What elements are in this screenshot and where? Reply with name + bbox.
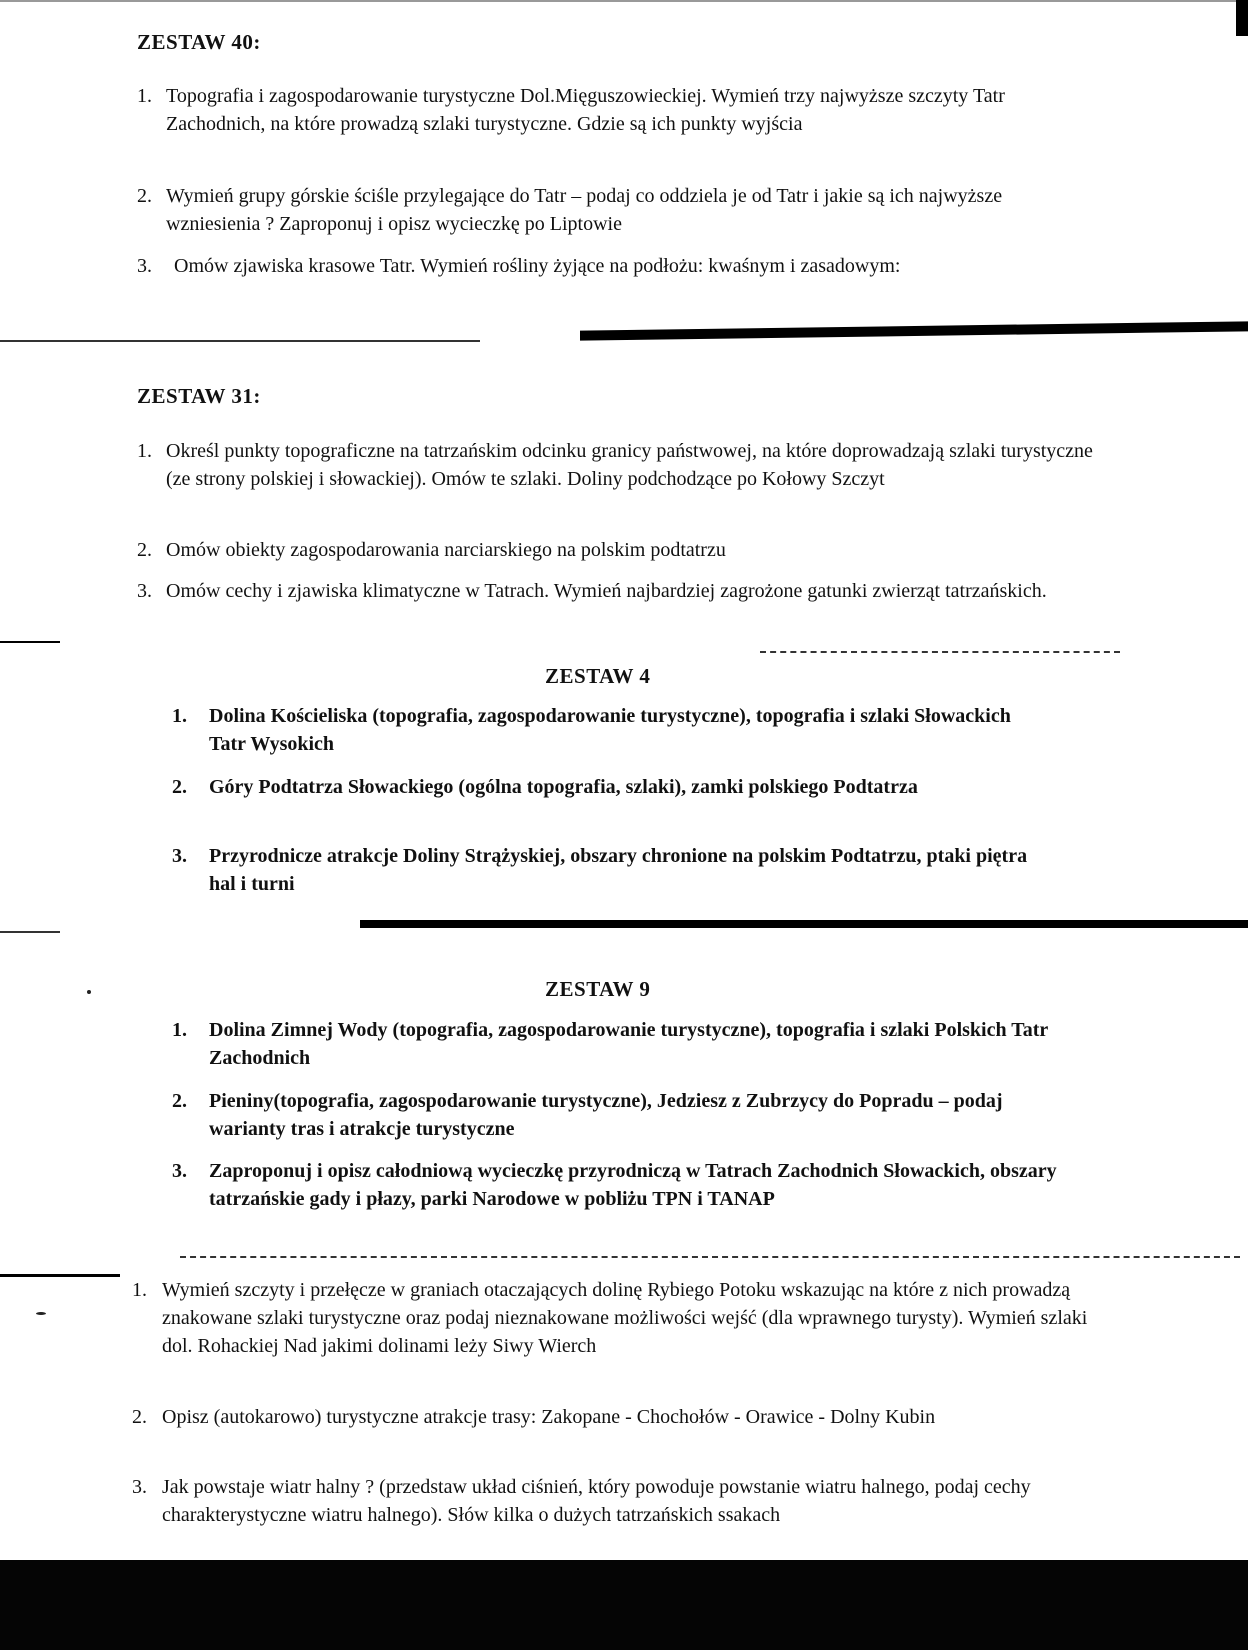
question-number: 3. (172, 845, 187, 867)
question-item (172, 773, 1042, 801)
section-heading: ZESTAW 31: (137, 384, 261, 408)
question-number: 1. (172, 1019, 187, 1041)
question-item (137, 577, 1097, 605)
section-heading: ZESTAW 4 (545, 664, 651, 688)
question-number: 1. (137, 440, 152, 462)
question-item (132, 1403, 1092, 1431)
question-text: Góry Podtatrza Słowackiego (ogólna topografia, szlaki), zamki polskiego Podtatrza (209, 776, 918, 798)
question-number: 3. (137, 580, 152, 602)
question-text: Dolina Zimnej Wody (topografia, zagospodarowanie turystyczne), topografia i szlaki Polskich Tatr Zachodnich (209, 1019, 1048, 1069)
question-item (137, 182, 1097, 238)
question-text: Omów obiekty zagospodarowania narciarskiego na polskim podtatrzu (166, 539, 726, 561)
scan-dash-2 (760, 651, 1120, 653)
question-number: 1. (132, 1279, 147, 1301)
section-heading: ZESTAW 9 (545, 977, 651, 1001)
question-number: 3. (132, 1476, 147, 1498)
question-number: 2. (132, 1406, 147, 1428)
question-number: 3. (172, 1160, 187, 1182)
question-item (172, 1016, 1072, 1072)
scan-edge-top (0, 0, 1248, 2)
question-item (172, 702, 1042, 758)
question-item (137, 437, 1097, 493)
question-number: 3. (137, 255, 152, 277)
question-text: Jak powstaje wiatr halny ? (przedstaw układ ciśnień, który powoduje powstanie wiatru halnego, podaj cechy charakterystyczne wiatru halnego). Słów kilka o dużych tatrzańskich ssakach (162, 1476, 1031, 1526)
question-item (172, 1087, 1072, 1143)
scan-cut-line-4 (0, 1274, 120, 1277)
scan-speck (87, 990, 91, 994)
question-text: Dolina Kościeliska (topografia, zagospodarowanie turystyczne), topografia i szlaki Słowackich Tatr Wysokich (209, 705, 1011, 755)
question-item (172, 1157, 1072, 1213)
question-text: Topografia i zagospodarowanie turystyczne Dol.Mięguszowieckiej. Wymień trzy najwyższe szczyty Tatr Zachodnich, na które prowadzą szlaki turystyczne. Gdzie są ich punkty wyjścia (166, 85, 1005, 135)
question-text: Przyrodnicze atrakcje Doliny Strążyskiej, obszary chronione na polskim Podtatrzu, ptaki piętra hal i turni (209, 845, 1028, 895)
question-item (137, 82, 1097, 138)
question-text: Pieniny(topografia, zagospodarowanie turystyczne), Jedziesz z Zubrzycy do Popradu – podaj warianty tras i atrakcje turystyczne (209, 1090, 1003, 1140)
question-item (137, 536, 1097, 564)
question-item (172, 842, 1042, 898)
scan-edge-right (1236, 0, 1248, 36)
question-text: Omów cechy i zjawiska klimatyczne w Tatrach. Wymień najbardziej zagrożone gatunki zwierząt tatrzańskich. (166, 580, 1047, 602)
question-item (132, 1276, 1092, 1360)
question-item (132, 1473, 1092, 1529)
question-text: Omów zjawiska krasowe Tatr. Wymień rośliny żyjące na podłożu: kwaśnym i zasadowym: (174, 255, 901, 277)
question-text: Zaproponuj i opisz całodniową wycieczkę przyrodniczą w Tatrach Zachodnich Słowackich, obszary tatrzańskie gady i płazy, parki Narodowe w pobliżu TPN i TANAP (209, 1160, 1057, 1210)
question-text: Określ punkty topograficzne na tatrzańskim odcinku granicy państwowej, na które doprowadzają szlaki turystyczne (ze strony polskiej i słowackiej). Omów te szlaki. Doliny podchodzące po Kołowy Szczyt (166, 440, 1093, 490)
scan-cut-line-1 (580, 321, 1248, 340)
question-item (137, 252, 977, 280)
scan-dash-4 (180, 1256, 1240, 1258)
scan-cut-line-2 (0, 641, 60, 643)
section-heading: ZESTAW 40: (137, 30, 261, 54)
question-number: 1. (172, 705, 187, 727)
question-number: 1. (137, 85, 152, 107)
scan-speck (36, 1312, 46, 1315)
question-number: 2. (137, 185, 152, 207)
question-text: Opisz (autokarowo) turystyczne atrakcje trasy: Zakopane - Chochołów - Orawice - Dolny Kubin (162, 1406, 936, 1428)
question-text: Wymień grupy górskie ściśle przylegające do Tatr – podaj co oddziela je od Tatr i jakie są ich najwyższe wzniesienia ? Zaproponuj i opisz wycieczkę po Liptowie (166, 185, 1003, 235)
question-text: Wymień szczyty i przełęcze w graniach otaczających dolinę Rybiego Potoku wskazując na które z nich prowadzą znakowane szlaki turystyczne oraz podaj nieznakowane możliwości wejść (dla wprawnego turysty). Wymień szlaki dol. Rohackiej Nad jakimi dolinami leży Siwy Wierch (162, 1279, 1088, 1357)
scan-cut-line-3 (360, 920, 1248, 928)
scan-dash-3 (0, 931, 60, 933)
question-number: 2. (172, 1090, 187, 1112)
scan-bottom-shadow (0, 1560, 1248, 1650)
question-number: 2. (172, 776, 187, 798)
scan-dash-1 (0, 340, 480, 342)
question-number: 2. (137, 539, 152, 561)
